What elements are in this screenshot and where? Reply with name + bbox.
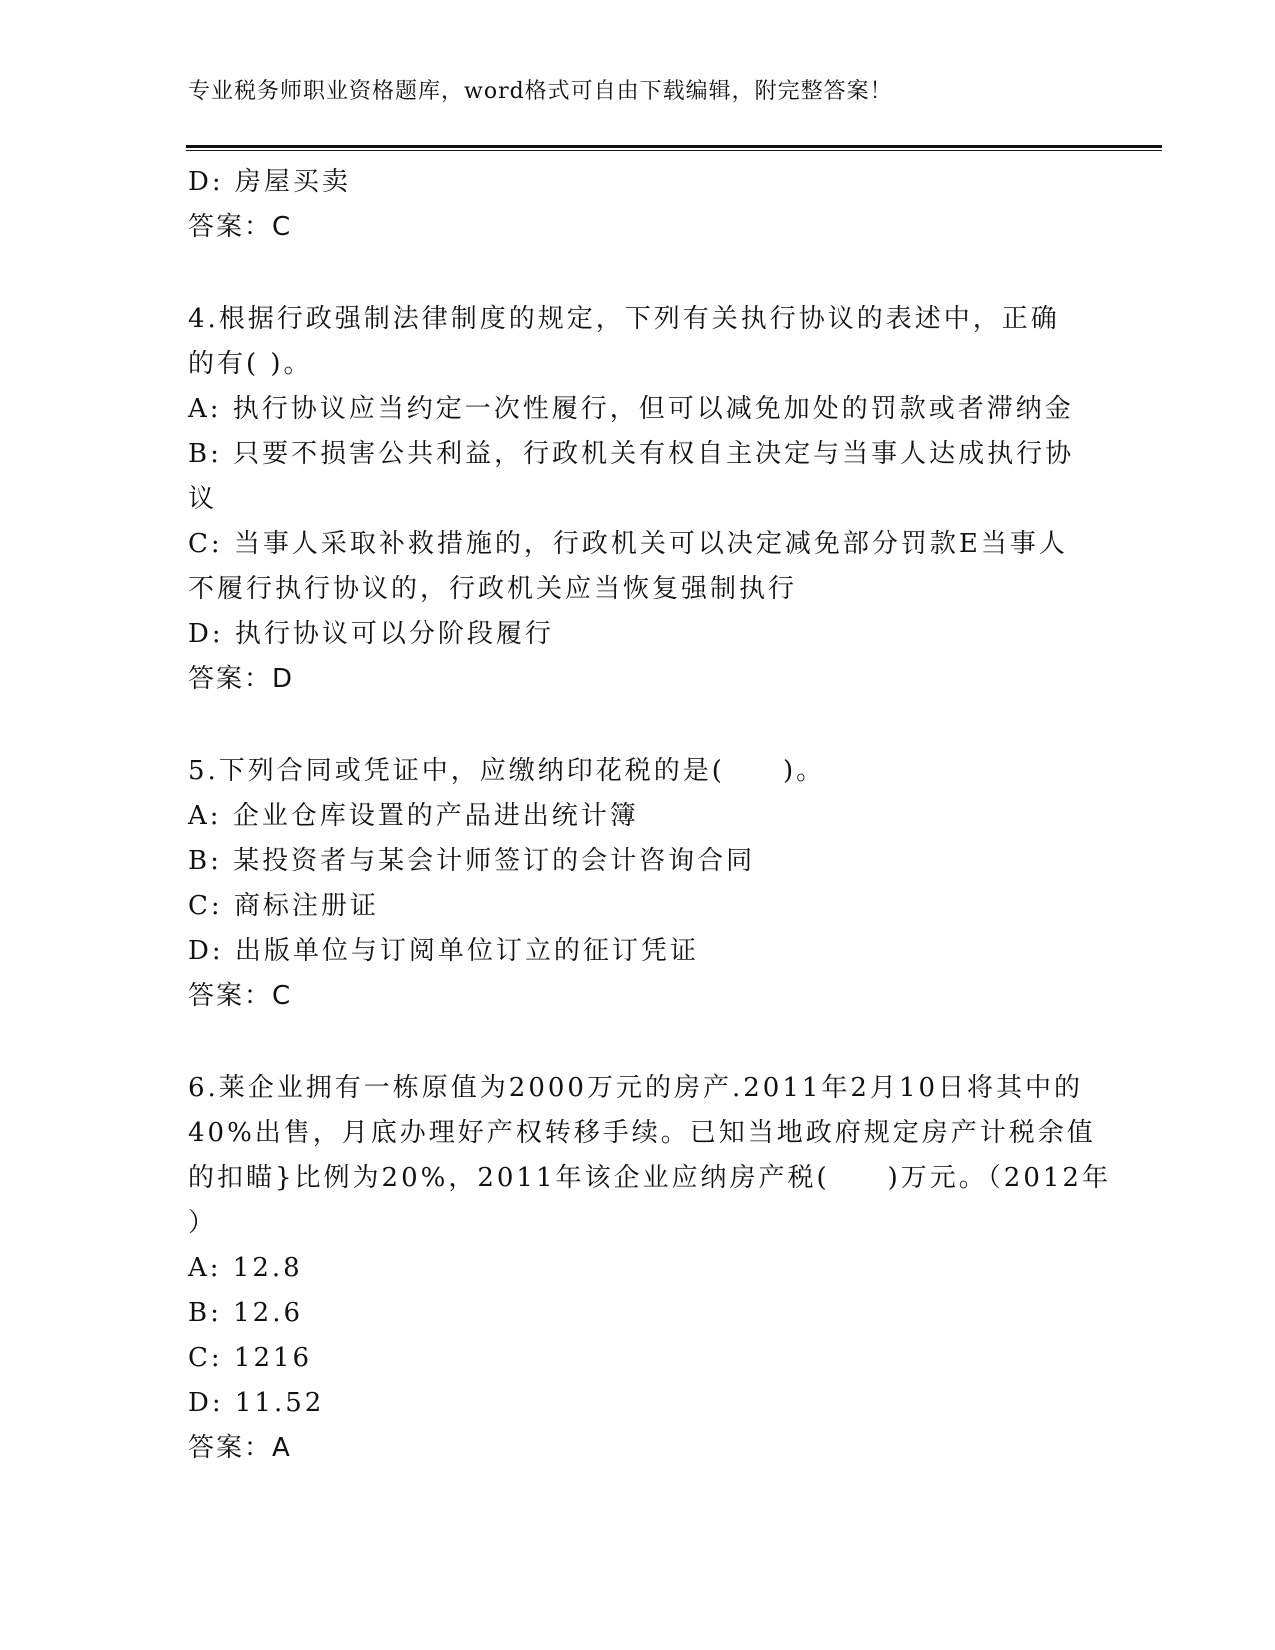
q3-option-d: D: 房屋买卖 [188, 167, 351, 197]
q5-option-b: B: 某投资者与某会计师签订的会计咨询合同 [188, 846, 756, 876]
q6-option-b: B: 12.6 [188, 1298, 304, 1328]
spacer [188, 702, 1088, 749]
question-5 [188, 749, 1088, 1019]
q4-option-d: D: 执行协议可以分阶段履行 [188, 619, 554, 649]
q5-option-a: A: 企业仓库设置的产品进出统计簿 [188, 801, 639, 831]
question-4 [188, 297, 1088, 702]
q6-stem-line-4: ） [188, 1208, 218, 1238]
header-rule-thin [186, 150, 1162, 151]
question-content [188, 160, 1111, 1471]
q6-option-d: D: 11.52 [188, 1388, 325, 1418]
q4-stem-line-1: 4.根据行政强制法律制度的规定，下列有关执行协议的表述中，正确 [188, 304, 1060, 334]
q4-option-b-line-2: 议 [188, 484, 218, 514]
q6-stem-line-1: 6.莱企业拥有一栋原值为2000万元的房产.2011年2月10日将其中的 [188, 1073, 1084, 1103]
q6-option-a: A: 12.8 [188, 1253, 303, 1283]
q4-stem-line-2: 的有( )。 [188, 349, 313, 379]
q5-stem: 5.下列合同或凭证中，应缴纳印花税的是( )。 [188, 756, 826, 786]
q5-option-c: C: 商标注册证 [188, 891, 379, 921]
page-header: 专业税务师职业资格题库，word格式可自由下载编辑，附完整答案！ [188, 79, 893, 104]
question-6 [188, 1066, 1111, 1471]
q5-option-d: D: 出版单位与订阅单位订立的征订凭证 [188, 936, 699, 966]
q4-option-c-line-1: C: 当事人采取补救措施的，行政机关可以决定减免部分罚款E当事人 [188, 529, 1068, 559]
q4-option-a: A: 执行协议应当约定一次性履行，但可以减免加处的罚款或者滞纳金 [188, 394, 1074, 424]
q6-stem-line-3: 的扣瞄}比例为20%，2011年该企业应纳房产税( )万元。（2012年 [188, 1163, 1111, 1193]
q4-option-b-line-1: B: 只要不损害公共利益，行政机关有权自主决定与当事人达成执行协 [188, 439, 1075, 469]
q5-answer: 答案：C [188, 981, 293, 1011]
q4-option-c-line-2: 不履行执行协议的，行政机关应当恢复强制执行 [188, 574, 798, 604]
question-3 [188, 160, 1088, 250]
spacer [188, 250, 1088, 297]
q6-answer: 答案：A [188, 1433, 292, 1463]
header-rule-thick [186, 145, 1162, 148]
q4-answer: 答案：D [188, 664, 295, 694]
spacer [188, 1019, 1088, 1066]
q6-stem-line-2: 40%出售，月底办理好产权转移手续。已知当地政府规定房产计税余值 [188, 1118, 1096, 1148]
q6-option-c: C: 1216 [188, 1343, 313, 1373]
q3-answer: 答案：C [188, 212, 293, 242]
